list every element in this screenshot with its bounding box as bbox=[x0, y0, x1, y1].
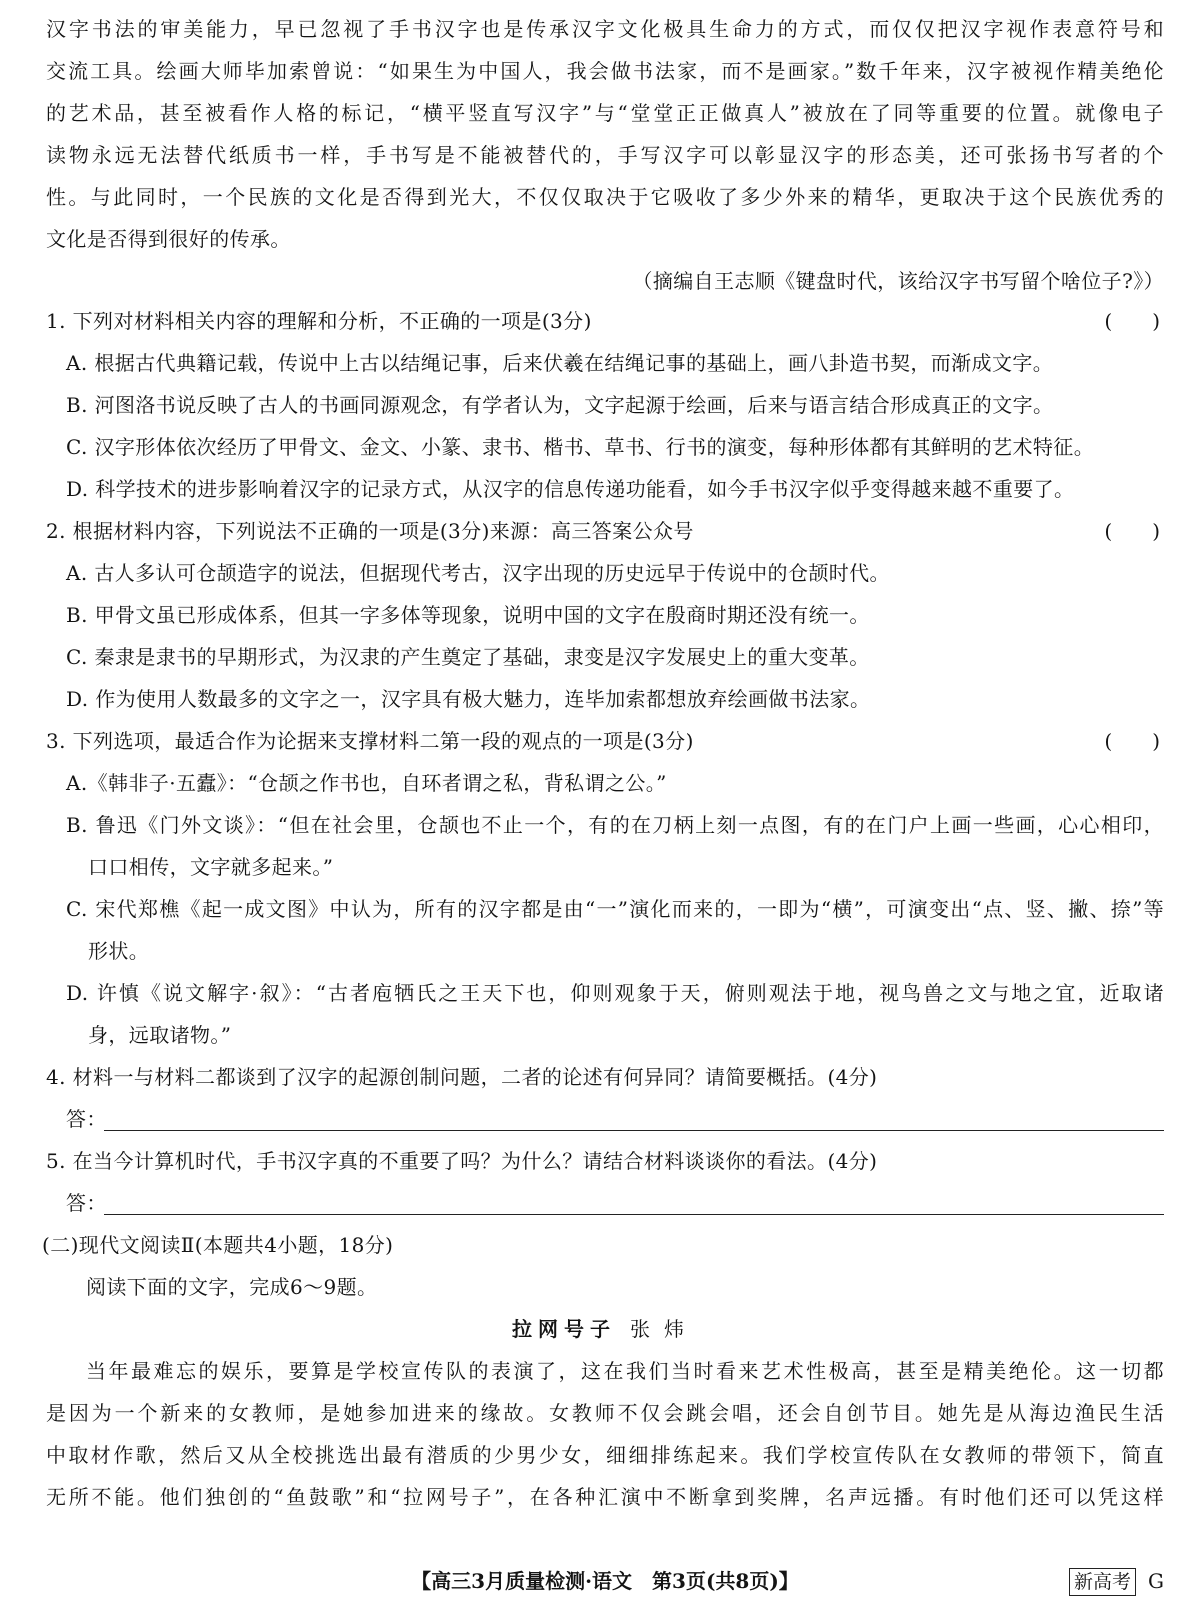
q2-option-a: A. 古人多认可仓颉造字的说法，但据现代考古，汉字出现的历史远早于传说中的仓颉时代。 bbox=[66, 561, 890, 585]
section2-heading: (二)现代文阅读Ⅱ(本题共4小题，18分) bbox=[42, 1233, 394, 1257]
material-source: （摘编自王志顺《键盘时代，该给汉字书写留个啥位子?》） bbox=[632, 269, 1164, 293]
article-line-2: 是因为一个新来的女教师，是她参加进来的缘故。女教师不仅会跳会唱，还会自创节目。她先是从海边渔民生活 bbox=[46, 1401, 1164, 1425]
material-line-6: 文化是否得到很好的传承。 bbox=[46, 227, 291, 251]
q3-option-d-line2: 身，远取诸物。” bbox=[88, 1023, 232, 1047]
q5-answer-line[interactable] bbox=[104, 1214, 1164, 1215]
q2-option-c: C. 秦隶是隶书的早期形式，为汉隶的产生奠定了基础，隶变是汉字发展史上的重大变革。 bbox=[66, 645, 870, 669]
q1-option-c: C. 汉字形体依次经历了甲骨文、金文、小篆、隶书、楷书、草书、行书的演变，每种形体都有其鲜明的艺术特征。 bbox=[66, 435, 1095, 459]
q1-option-d: D. 科学技术的进步影响着汉字的记录方式，从汉字的信息传递功能看，如今手书汉字似乎变得越来越不重要了。 bbox=[66, 477, 1075, 501]
article-line-1: 当年最难忘的娱乐，要算是学校宣传队的表演了，这在我们当时看来艺术性极高，甚至是精美绝伦。这一切都 bbox=[86, 1359, 1164, 1383]
material-line-2: 交流工具。绘画大师毕加索曾说：“如果生为中国人，我会做书法家，而不是画家。”数千年来，汉字被视作精美绝伦 bbox=[46, 59, 1164, 83]
material-line-5: 性。与此同时，一个民族的文化是否得到光大，不仅仅取决于它吸收了多少外来的精华，更取决于这个民族优秀的 bbox=[46, 185, 1164, 209]
article-title bbox=[46, 1314, 1164, 1344]
material-line-4: 读物永远无法替代纸质书一样，手书写是不能被替代的，手写汉字可以彰显汉字的形态美，还可张扬书写者的个 bbox=[46, 143, 1164, 167]
q3-option-d-line1: D. 许慎《说文解字·叙》：“古者庖牺氏之王天下也，仰则观象于天，俯则观法于地，视鸟兽之文与地之宜，近取诸 bbox=[66, 981, 1164, 1005]
q1-stem: 1. 下列对材料相关内容的理解和分析，不正确的一项是(3分) bbox=[46, 309, 592, 333]
q3-option-b-line2: 口口相传，文字就多起来。” bbox=[88, 855, 334, 879]
page-footer: 【高三3月质量检测·语文 第3页(共8页)】 bbox=[411, 1569, 799, 1593]
q5-stem: 5. 在当今计算机时代，手书汉字真的不重要了吗？为什么？请结合材料谈谈你的看法。(4分) bbox=[46, 1149, 878, 1173]
q4-answer-label: 答： bbox=[66, 1107, 107, 1131]
q3-option-a: A.《韩非子·五蠹》：“仓颉之作书也，自环者谓之私，背私谓之公。” bbox=[66, 771, 667, 795]
q3-option-c-line1: C. 宋代郑樵《起一成文图》中认为，所有的汉字都是由“一”演化而来的，一即为“横”，可演变出“点、竖、撇、捺”等 bbox=[66, 897, 1164, 921]
q3-option-c-line2: 形状。 bbox=[88, 939, 150, 963]
q2-option-d: D. 作为使用人数最多的文字之一，汉字具有极大魅力，连毕加索都想放弃绘画做书法家。 bbox=[66, 687, 871, 711]
q5-answer-label: 答： bbox=[66, 1191, 107, 1215]
material-line-1: 汉字书法的审美能力，早已忽视了手书汉字也是传承汉字文化极具生命力的方式，而仅仅把汉字视作表意符号和 bbox=[46, 17, 1164, 41]
q3-answer-paren[interactable]: ( ) bbox=[1104, 729, 1160, 753]
version-letter: G bbox=[1148, 1569, 1164, 1593]
article-title-text: 拉网号子 bbox=[512, 1317, 616, 1341]
material-line-3: 的艺术品，甚至被看作人格的标记，“横平竖直写汉字”与“堂堂正正做真人”被放在了同等重要的位置。就像电子 bbox=[46, 101, 1164, 125]
q2-answer-paren[interactable]: ( ) bbox=[1104, 519, 1160, 543]
section2-instruction: 阅读下面的文字，完成6～9题。 bbox=[86, 1275, 378, 1299]
q4-stem: 4. 材料一与材料二都谈到了汉字的起源创制问题，二者的论述有何异同？请简要概括。(4分) bbox=[46, 1065, 878, 1089]
q1-option-a: A. 根据古代典籍记载，传说中上古以结绳记事，后来伏羲在结绳记事的基础上，画八卦造书契，而渐成文字。 bbox=[66, 351, 1054, 375]
article-author: 张炜 bbox=[630, 1317, 698, 1341]
q2-option-b: B. 甲骨文虽已形成体系，但其一字多体等现象，说明中国的文字在殷商时期还没有统一。 bbox=[66, 603, 870, 627]
q1-answer-paren[interactable]: ( ) bbox=[1104, 309, 1160, 333]
article-line-4: 无所不能。他们独创的“鱼鼓歌”和“拉网号子”，在各种汇演中不断拿到奖牌，名声远播。有时他们还可以凭这样 bbox=[46, 1485, 1164, 1509]
q4-answer-line[interactable] bbox=[104, 1130, 1164, 1131]
exam-type-badge: 新高考 bbox=[1069, 1568, 1136, 1596]
q2-stem: 2. 根据材料内容，下列说法不正确的一项是(3分)来源：高三答案公众号 bbox=[46, 519, 694, 543]
q3-option-b-line1: B. 鲁迅《门外文谈》：“但在社会里，仓颉也不止一个，有的在刀柄上刻一点图，有的在门户上画一些画，心心相印， bbox=[66, 813, 1164, 837]
article-line-3: 中取材作歌，然后又从全校挑选出最有潜质的少男少女，细细排练起来。我们学校宣传队在女教师的带领下，简直 bbox=[46, 1443, 1164, 1467]
exam-page bbox=[42, 0, 1164, 1615]
q3-stem: 3. 下列选项，最适合作为论据来支撑材料二第一段的观点的一项是(3分) bbox=[46, 729, 694, 753]
q1-option-b: B. 河图洛书说反映了古人的书画同源观念，有学者认为，文字起源于绘画，后来与语言结合形成真正的文字。 bbox=[66, 393, 1054, 417]
